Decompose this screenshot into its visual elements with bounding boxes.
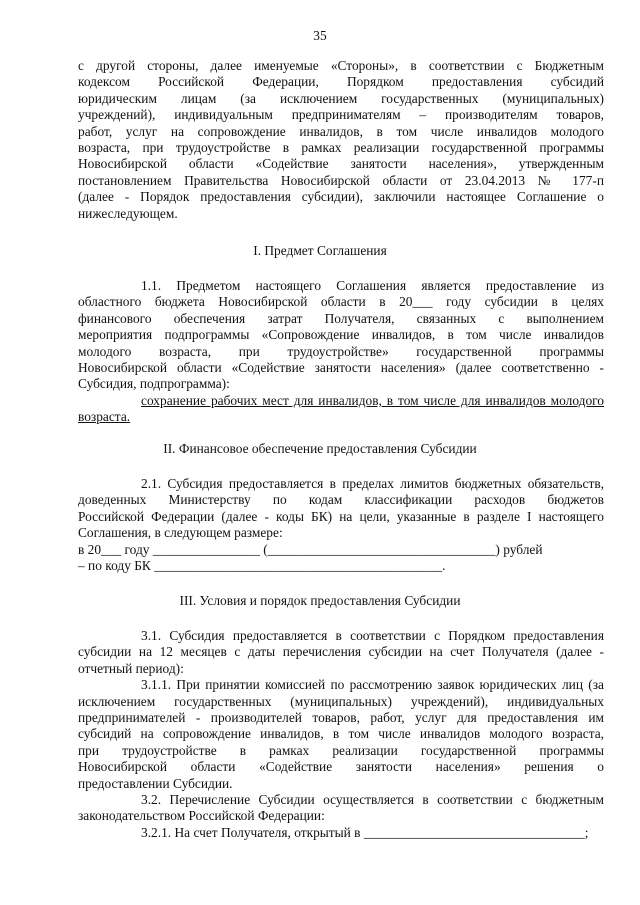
text-line: юридическим лицам (за исключением государственных (муниципальных) bbox=[78, 90, 604, 106]
text-line: предоставлении Субсидии. bbox=[78, 775, 233, 791]
text-line: Соглашения, в следующем размере: bbox=[78, 525, 283, 541]
kbk-line: – по коду БК ___________________________________________. bbox=[78, 558, 446, 574]
text-line: Российской Федерации (далее - коды БК) на цели, указанные в разделе I настоящего bbox=[78, 508, 604, 524]
text-line: постановлением Правительства Новосибирской области от 23.04.2013 № 177-п bbox=[78, 172, 604, 188]
text-line: нижеследующем. bbox=[78, 205, 178, 221]
amount-line: в 20___ году ________________ (__________________________________) рублей bbox=[78, 541, 543, 557]
text-line: мероприятия подпрограммы «Сопровождение инвалидов, в том числе инвалидов bbox=[78, 327, 604, 343]
text-line: отчетный период): bbox=[78, 660, 184, 676]
text-line: субсидий на сопровождение инвалидов, в том числе инвалидов молодого возраста, bbox=[78, 726, 604, 742]
text-line: 1.1. Предметом настоящего Соглашения является предоставление из bbox=[141, 278, 604, 293]
text-line: молодого возраста, при трудоустройстве» государственной программы bbox=[78, 343, 604, 359]
text-line: Новосибирской области «Содействие занятости населения» решения о bbox=[78, 759, 604, 775]
text-line: Новосибирской области «Содействие занятости населения», утвержденным bbox=[78, 156, 604, 172]
text-line: финансового обеспечения затрат Получателя, связанных с выполнением bbox=[78, 310, 604, 326]
text-line: 3.2.1. На счет Получателя, открытый в _________________________________; bbox=[141, 824, 589, 840]
section-1-heading: I. Предмет Соглашения bbox=[253, 243, 387, 258]
intro-paragraph bbox=[78, 58, 604, 222]
text-line: с другой стороны, далее именуемые «Стороны», в соответствии с Бюджетным bbox=[78, 58, 604, 73]
text-line: исключением государственных (муниципальных) учреждений), индивидуальных bbox=[78, 693, 604, 709]
underlined-line: сохранение рабочих мест для инвалидов, в том числе для инвалидов молодого bbox=[141, 392, 604, 408]
text-line: предпринимателей - производителей товаров, работ, услуг для предоставления им bbox=[78, 710, 604, 726]
text-line: при трудоустройстве в рамках реализации государственной программы bbox=[78, 742, 604, 758]
text-line: работ, услуг на сопровождение инвалидов, в том числе инвалидов молодого bbox=[78, 123, 604, 139]
text-line: Субсидия, подпрограмма): bbox=[78, 376, 230, 392]
text-line: кодексом Российской Федерации, Порядком предоставления субсидий bbox=[78, 74, 604, 90]
text-line: (далее - Порядок предоставления субсидии), заключили настоящее Соглашение о bbox=[78, 189, 604, 205]
text-line: 3.2. Перечисление Субсидии осуществляется в соответствии с бюджетным bbox=[141, 792, 604, 808]
underlined-line: возраста. bbox=[78, 409, 131, 425]
text-line: субсидии на 12 месяцев с даты перечисления субсидии на счет Получателя (далее - bbox=[78, 644, 604, 660]
section-1-paragraph bbox=[78, 278, 604, 426]
section-2-heading: II. Финансовое обеспечение предоставления Субсидии bbox=[163, 441, 477, 456]
section-3-paragraphs bbox=[78, 628, 604, 841]
text-line: законодательством Российской Федерации: bbox=[78, 808, 325, 824]
text-line: Новосибирской области «Содействие занятости населения» (далее соответственно - bbox=[78, 360, 604, 376]
page-number: 35 bbox=[313, 28, 327, 43]
section-3-heading: III. Условия и порядок предоставления Субсидии bbox=[179, 593, 461, 608]
text-line: 2.1. Субсидия предоставляется в пределах лимитов бюджетных обязательств, bbox=[141, 476, 604, 491]
section-2-paragraph bbox=[78, 476, 604, 574]
text-line: доведенных Министерству по кодам классификации расходов бюджетов bbox=[78, 492, 604, 508]
text-line: областного бюджета Новосибирской области в 20___ году субсидии в целях bbox=[78, 294, 604, 310]
text-line: учреждений), индивидуальным предпринимателям – производителям товаров, bbox=[78, 107, 604, 123]
text-line: возраста, при трудоустройстве в рамках реализации государственной программы bbox=[78, 140, 604, 156]
text-line: 3.1.1. При принятии комиссией по рассмотрению заявок юридических лиц (за bbox=[141, 677, 604, 693]
text-line: 3.1. Субсидия предоставляется в соответствии с Порядком предоставления bbox=[141, 628, 604, 643]
